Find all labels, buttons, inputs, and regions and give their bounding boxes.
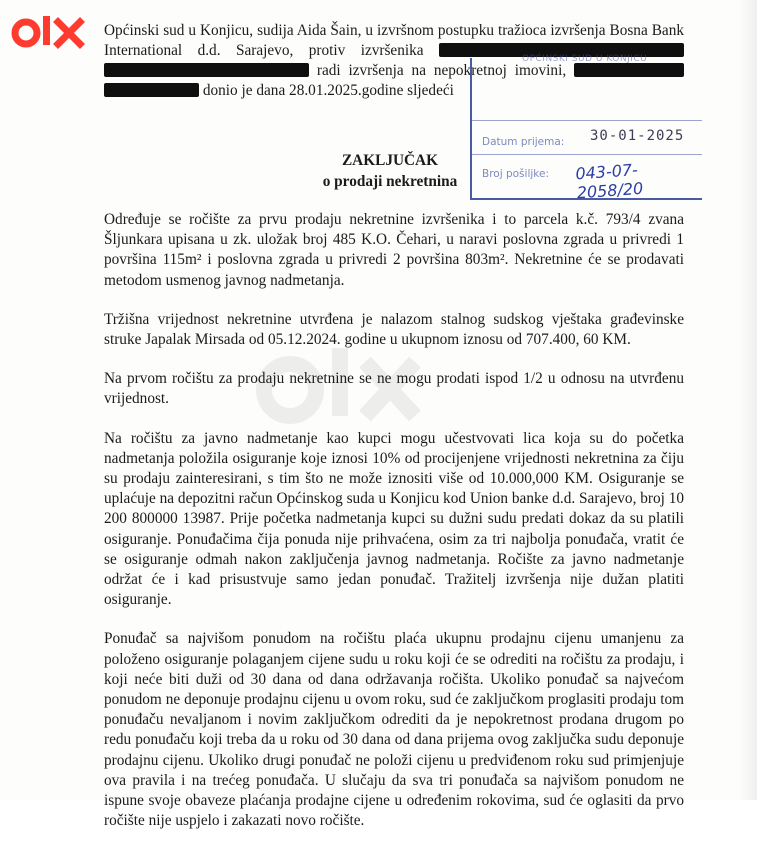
paragraph: Na prvom ročištu za prodaju nekretnine se ne mogu prodati ispod 1/2 u odnosu na utvrđenu vrijednost. (104, 370, 684, 408)
intro-text-2: radi izvršenja na nepokretnoj imovini, (316, 62, 567, 79)
stamp-number-value: 043-07-2058/20 (574, 160, 644, 203)
document-body (104, 210, 684, 850)
intro-text-1: Općinski sud u Konjicu, sudija Aida Šain, u izvršnom postupku tražioca izvršenja Bosna Bank International d.d. Sarajevo, protiv izvršenika (104, 22, 684, 59)
title-line-2: o prodaji nekretnina (322, 173, 458, 190)
stamp-date-value: 30-01-2025 (590, 128, 685, 144)
court-receipt-stamp (470, 54, 702, 203)
stamp-date-label: Datum prijema: (482, 136, 565, 148)
paragraph: Ponuđač sa najvišom ponudom na ročištu plaća ukupnu prodajnu cijenu umanjenu za položeno osiguranje polaganjem cijene sudu u roku koji će se odrediti na ročištu za prodaju, i koji neće biti duži od 30 dana od dana održavanja ročišta. Ukoliko ponuđač sa najvećom ponudom ne deponuje prodajnu cijenu u ovom roku, sud će zaključkom proglasiti prodaju tom ponuđaču nevaljanom i novim zaključkom odrediti da je nepokretnost prodana drugom po redu ponuđaču koji treba da u roku od 30 dana od dana prijema ovog zaključka sudu deponuje prodajnu cijenu. Ukoliko drugi ponuđač ne položi cijenu u predviđenom roku sud primjenjuje ova pravila i na trećeg ponuđača. U slučaju da sva tri ponuđača sa najvišom ponudom ne ispune svoje obaveze plaćanja prodajne cijene u određenim rokovima, sud će oglasiti da prvo ročište nije uspjelo i zakazati novo ročište. (104, 630, 684, 830)
paragraph: Tržišna vrijednost nekretnine utvrđena je nalazom stalnog sudskog vještaka građevinske struke Japalak Mirsada od 05.12.2024. godine u ukupnom iznosu od 707.400, 60 KM. (104, 310, 684, 349)
redacted-block (104, 63, 309, 77)
stamp-rule (472, 154, 702, 155)
olx-logo-icon (10, 10, 90, 56)
stamp-court-name: OPĆINSKI SUD U KONJICU (522, 54, 648, 64)
paragraph: Određuje se ročište za prvu prodaju nekretnine izvršenika i to parcela k.č. 793/4 zvana Šljunkara upisana u zk. uložak broj 485 K.O. Čehari, u naravi poslovna zgrada u privredi 1 površina 115m² i poslovna zgrada u privredi 2 površina 803m². Nekretnine će se prodavati metodom usmenog javnog nadmetanja. (104, 211, 684, 289)
stamp-number-label: Broj pošiljke: (482, 168, 549, 180)
title-line-1: ZAKLJUČAK (341, 152, 439, 169)
paragraph: Na ročištu za javno nadmetanje kao kupci mogu učestvovati lica koja su do početka nadmetanja položila osiguranje koje iznosi 10% od procijenjene vrijednosti nekretnina za čiju su prodaju zainteresirani, s tim što ne može iznositi više od 10.000,000 KM. Osiguranje se uplaćuje na depozitni račun Općinskog suda u Konjicu kod Union banke d.d. Sarajevo, broj 10 200 800000 13987. Prije početka nadmetanja kupci su dužni sudu predati dokaz da su platili osiguranje. Ponuđačima čija ponuda nije prihvaćena, osim za tri najbolja ponuđača, vratit će se osiguranje odmah nakon zaključenja javnog nadmetanja. Ročište za javno nadmetanje održat će i kad prisustvuje samo jedan ponuđač. Tražitelj izvršenja nije dužan platiti osiguranje. (104, 429, 684, 609)
redacted-block (104, 83, 199, 97)
document-title (300, 150, 480, 192)
stamp-rule (472, 120, 702, 121)
intro-text-3: donio je dana 28.01.2025.godine sljedeći (202, 82, 454, 99)
